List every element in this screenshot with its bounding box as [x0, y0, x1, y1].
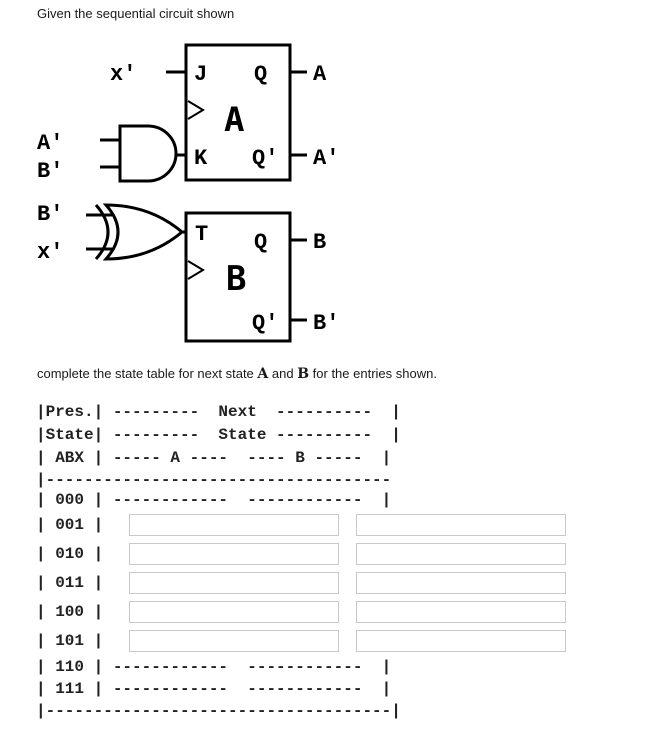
next-b-input-101[interactable]	[356, 630, 566, 652]
intro-text: Given the sequential circuit shown	[37, 6, 235, 21]
next-b-input-011[interactable]	[356, 572, 566, 594]
next-a-input-100[interactable]	[129, 601, 339, 623]
pin-j: J	[194, 62, 208, 87]
table-divider-bottom: |------------------------------------|	[36, 702, 401, 720]
clock-b-icon	[188, 261, 203, 279]
instruction-text	[37, 366, 437, 382]
pin-k: K	[194, 146, 208, 171]
row-label-010: | 010 |	[36, 545, 104, 563]
output-a: A	[313, 62, 327, 87]
prompt-var-b: B	[297, 366, 310, 382]
output-b: B	[313, 230, 327, 255]
table-row-000: | 000 | ------------ ------------ |	[36, 491, 392, 509]
next-b-input-010[interactable]	[356, 543, 566, 565]
flip-flop-a-name: A	[224, 100, 245, 140]
clock-a-icon	[188, 101, 203, 119]
next-b-input-001[interactable]	[356, 514, 566, 536]
pin-qb: Q	[254, 230, 268, 255]
table-divider-top: |------------------------------------	[36, 471, 392, 489]
and-input-b-bar: B'	[37, 159, 64, 184]
pin-qb-bar: Q'	[252, 311, 279, 336]
row-label-001: | 001 |	[36, 516, 104, 534]
prompt-mid: and	[268, 366, 298, 381]
table-header-line-3: | ABX | ----- A ---- ---- B ----- |	[36, 449, 392, 467]
table-header-line-2: |State| --------- State ---------- |	[36, 426, 401, 444]
prompt-pre: complete the state table for next state	[37, 366, 258, 381]
next-b-input-100[interactable]	[356, 601, 566, 623]
pin-qa-bar: Q'	[252, 146, 279, 171]
next-a-input-010[interactable]	[129, 543, 339, 565]
flip-flop-b-name: B	[226, 259, 247, 299]
row-label-100: | 100 |	[36, 603, 104, 621]
next-a-input-001[interactable]	[129, 514, 339, 536]
sequential-circuit-diagram	[0, 0, 650, 360]
next-a-input-101[interactable]	[129, 630, 339, 652]
and-input-a-bar: A'	[37, 131, 64, 156]
row-label-101: | 101 |	[36, 632, 104, 650]
output-b-bar: B'	[313, 311, 340, 336]
table-row-111: | 111 | ------------ ------------ |	[36, 680, 392, 698]
table-row-110: | 110 | ------------ ------------ |	[36, 658, 392, 676]
prompt-var-a: A	[257, 366, 269, 382]
table-header-line-1: |Pres.| --------- Next ---------- |	[36, 403, 401, 421]
prompt-post: for the entries shown.	[309, 366, 437, 381]
pin-qa: Q	[254, 62, 268, 87]
ff-a-input-label: x'	[110, 62, 137, 87]
output-a-bar: A'	[313, 146, 340, 171]
and-gate	[120, 126, 176, 181]
xor-input-x-bar: x'	[37, 240, 64, 265]
xor-gate	[106, 205, 182, 259]
pin-t: T	[195, 222, 209, 247]
row-label-011: | 011 |	[36, 574, 104, 592]
next-a-input-011[interactable]	[129, 572, 339, 594]
xor-input-b-bar: B'	[37, 202, 64, 227]
